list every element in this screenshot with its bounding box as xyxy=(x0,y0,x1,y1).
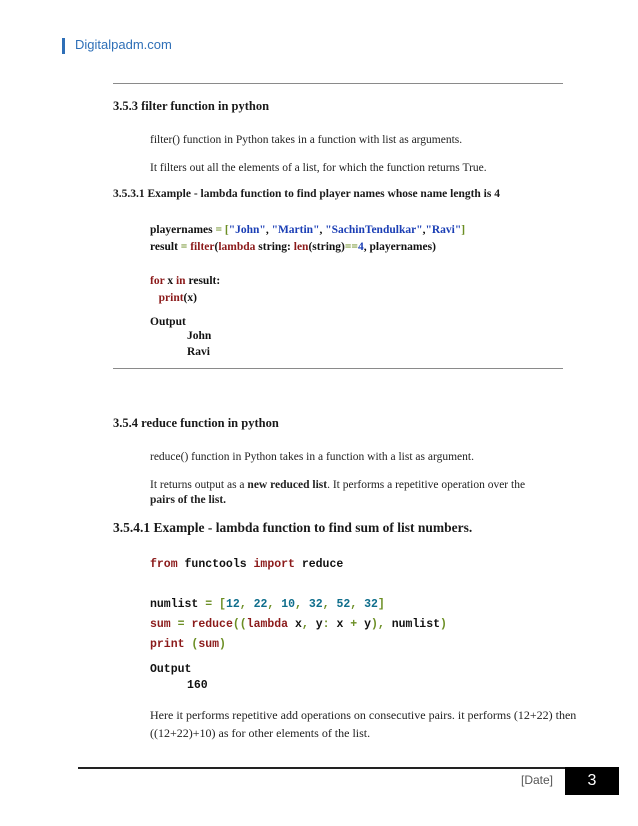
filter-code-block: playernames = ["John", "Martin", "SachinTendulkar","Ravi"] result = filter(lambda string: len(string)==4, playernames) for x in result: print(x) xyxy=(150,224,466,304)
header-accent-bar xyxy=(62,38,65,54)
filter-paragraph-2: It filters out all the elements of a list, for which the function returns True. xyxy=(150,162,487,174)
reduce-paragraph-2: It returns output as a new reduced list. It performs a repetitive operation over the xyxy=(150,479,526,491)
reduce-example-heading: 3.5.4.1 Example - lambda function to find sum of list numbers. xyxy=(113,520,473,535)
filter-paragraph-1: filter() function in Python takes in a function with list as arguments. xyxy=(150,134,463,146)
footer-date: [Date] xyxy=(521,773,554,787)
reduce-explanation-2: ((12+22)+10) as for other elements of the list. xyxy=(150,726,371,740)
page-number: 3 xyxy=(565,767,619,795)
footer-rule xyxy=(78,767,565,769)
reduce-code-block: from functools import reduce numlist = [12, 22, 10, 32, 52, 32] sum = reduce((lambda x, y: x + y), numlist) print (sum) xyxy=(150,558,447,651)
section-heading-filter: 3.5.3 filter function in python xyxy=(113,99,270,113)
section-heading-reduce: 3.5.4 reduce function in python xyxy=(113,416,279,430)
filter-example-heading: 3.5.3.1 Example - lambda function to find player names whose name length is 4 xyxy=(113,188,500,200)
section-divider xyxy=(113,83,563,84)
reduce-paragraph-1: reduce() function in Python takes in a function with a list as argument. xyxy=(150,451,474,463)
reduce-paragraph-2-cont: pairs of the list. xyxy=(150,494,227,506)
header-site-name: Digitalpadm.com xyxy=(75,37,172,52)
reduce-output-label: Output xyxy=(150,663,192,676)
reduce-output-value: 160 xyxy=(187,679,208,692)
filter-output-value-1: John xyxy=(187,330,212,342)
section-divider xyxy=(113,368,563,369)
reduce-explanation-1: Here it performs repetitive add operations on consecutive pairs. it performs (12+22) then xyxy=(150,708,577,722)
filter-output-value-2: Ravi xyxy=(187,346,210,358)
filter-output-label: Output xyxy=(150,316,186,328)
